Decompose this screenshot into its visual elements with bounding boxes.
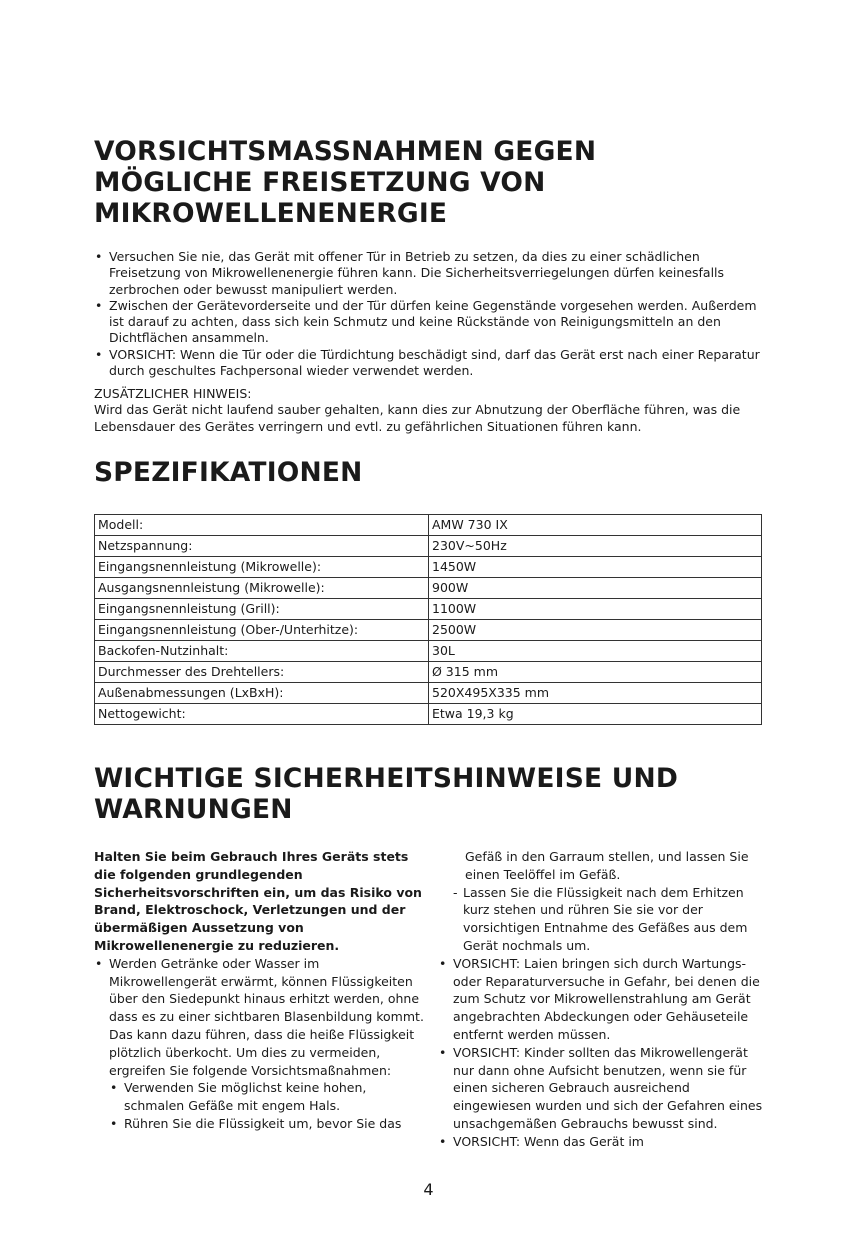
warnings-heading: WICHTIGE SICHERHEITSHINWEISE UND WARNUNGEN: [94, 763, 679, 825]
sub-list-item: • Verwenden Sie möglichst keine hohen, schmalen Gefäße mit engem Hals.: [109, 1079, 424, 1115]
precautions-heading: VORSICHTSMASSNAHMEN GEGEN MÖGLICHE FREISETZUNG VON MIKROWELLENENERGIE: [94, 136, 597, 229]
spec-value: 1100W: [429, 599, 762, 620]
spec-value: 230V~50Hz: [429, 536, 762, 557]
warnings-column-right: [438, 848, 763, 1151]
table-row: [95, 599, 762, 620]
table-row: [95, 536, 762, 557]
list-item: • VORSICHT: Wenn das Gerät im: [438, 1133, 763, 1151]
list-item: • Versuchen Sie nie, das Gerät mit offener Tür in Betrieb zu setzen, da dies zu einer schädlichen Freisetzung von Mikrowellenenergie führen kann. Die Sicherheitsverriegelungen dürfen keinesfalls zerbrochen oder bewusst manipuliert werden.: [94, 249, 762, 298]
spec-value: 30L: [429, 641, 762, 662]
spec-value: 1450W: [429, 557, 762, 578]
sub-list-item: • Rühren Sie die Flüssigkeit um, bevor Sie das: [109, 1115, 424, 1133]
spec-value: 900W: [429, 578, 762, 599]
list-item: • Zwischen der Gerätevorderseite und der Tür dürfen keine Gegenstände vorgesehen werden. Außerdem ist darauf zu achten, dass sich kein Schmutz und keine Rückstände von Reinigungsmitteln an den Dichtflächen ansammeln.: [94, 298, 762, 347]
list-item: • VORSICHT: Kinder sollten das Mikrowellengerät nur dann ohne Aufsicht benutzen, wenn sie für einen sicheren Gebrauch ausreichend eingewiesen wurden und sich der Gefahren eines unsachgemäßen Gebrauchs bewusst sind.: [438, 1044, 763, 1133]
additional-note: [94, 386, 762, 435]
table-row: [95, 620, 762, 641]
spec-value: 2500W: [429, 620, 762, 641]
table-row: [95, 662, 762, 683]
warning-item-text: Werden Getränke oder Wasser im Mikrowellengerät erwärmt, können Flüssigkeiten über den Siedepunkt hinaus erhitzt werden, ohne dass es zu einer sichtbaren Blasenbildung kommt. Das kann dazu führen, dass die heiße Flüssigkeit plötzlich überkocht. Um dies zu vermeiden, ergreifen Sie folgende Vorsichtsmaßnahmen:: [109, 955, 424, 1078]
spec-value: Etwa 19,3 kg: [429, 704, 762, 725]
spec-value: Ø 315 mm: [429, 662, 762, 683]
table-row: [95, 683, 762, 704]
table-row: [95, 515, 762, 536]
sub-list: [438, 884, 763, 955]
table-row: [95, 641, 762, 662]
spec-label: Durchmesser des Drehtellers:: [95, 662, 429, 683]
sub-list: [109, 1079, 424, 1132]
spec-label: Ausgangsnennleistung (Mikrowelle):: [95, 578, 429, 599]
list-item: • VORSICHT: Wenn die Tür oder die Türdichtung beschädigt sind, darf das Gerät erst nach einer Reparatur durch geschultes Fachpersonal wieder verwendet werden.: [94, 347, 762, 380]
warnings-intro: Halten Sie beim Gebrauch Ihres Geräts stets die folgenden grundlegenden Sicherheitsvorschriften ein, um das Risiko von Brand, Elektroschock, Verletzungen und der übermäßigen Aussetzung von Mikrowellenenergie zu reduzieren.: [94, 849, 422, 953]
spec-label: Modell:: [95, 515, 429, 536]
precautions-list: [94, 249, 762, 379]
table-row: [95, 704, 762, 725]
spec-value: AMW 730 IX: [429, 515, 762, 536]
note-text: Wird das Gerät nicht laufend sauber gehalten, kann dies zur Abnutzung der Oberfläche führen, was die Lebensdauer des Gerätes verringern und evtl. zu gefährlichen Situationen führen kann.: [94, 402, 741, 434]
warnings-column-left: [94, 848, 424, 1133]
specs-heading: SPEZIFIKATIONEN: [94, 457, 363, 488]
table-row: [95, 578, 762, 599]
note-title: ZUSÄTZLICHER HINWEIS:: [94, 386, 252, 401]
spec-label: Netzspannung:: [95, 536, 429, 557]
spec-label: Eingangsnennleistung (Mikrowelle):: [95, 557, 429, 578]
specs-table: [94, 514, 762, 725]
warnings-list: [438, 955, 763, 1151]
sub-list-item-continued: Gefäß in den Garraum stellen, und lassen Sie einen Teelöffel im Gefäß.: [465, 849, 749, 882]
spec-label: Außenabmessungen (LxBxH):: [95, 683, 429, 704]
warnings-list: [94, 955, 424, 1133]
spec-value: 520X495X335 mm: [429, 683, 762, 704]
spec-label: Backofen-Nutzinhalt:: [95, 641, 429, 662]
spec-label: Eingangsnennleistung (Ober-/Unterhitze):: [95, 620, 429, 641]
sub-list-item: - Lassen Sie die Flüssigkeit nach dem Erhitzen kurz stehen und rühren Sie sie vor der vorsichtigen Entnahme des Gefäßes aus dem Gerät nochmals um.: [453, 884, 763, 955]
spec-label: Eingangsnennleistung (Grill):: [95, 599, 429, 620]
page-number: 4: [423, 1180, 434, 1199]
list-item: • VORSICHT: Laien bringen sich durch Wartungs- oder Reparaturversuche in Gefahr, bei denen die zum Schutz vor Mikrowellenstrahlung am Gerät angebrachten Abdeckungen oder Gehäuseteile entfernt werden müssen.: [438, 955, 763, 1044]
list-item: [94, 955, 424, 1133]
table-row: [95, 557, 762, 578]
spec-label: Nettogewicht:: [95, 704, 429, 725]
